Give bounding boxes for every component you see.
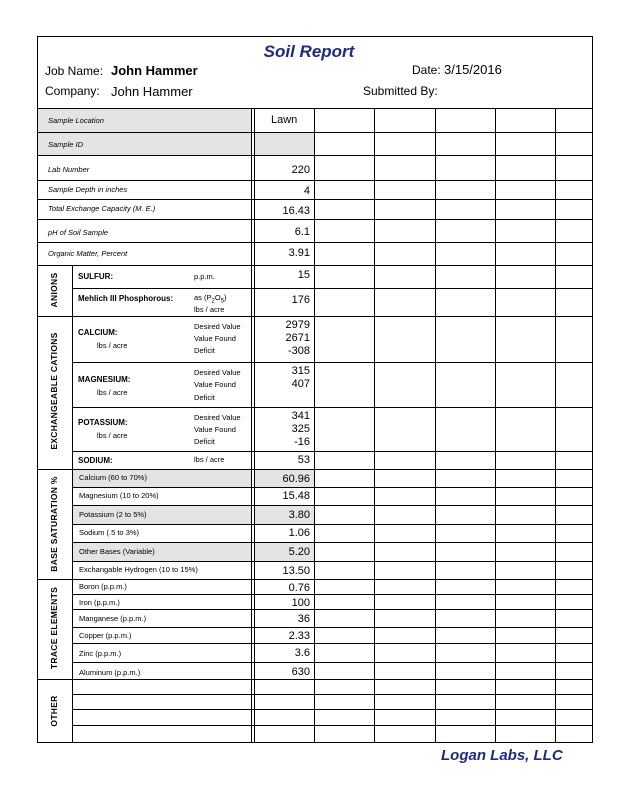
sample-location-label: Sample Location	[48, 116, 104, 125]
rule	[37, 155, 593, 156]
rule	[37, 242, 593, 243]
trace-elements-section-label: TRACE ELEMENTS	[49, 586, 59, 670]
other-section-label: OTHER	[49, 695, 59, 727]
phosphorous-unit: as $(P_2O_5)$	[194, 293, 227, 305]
rule	[37, 265, 593, 266]
sodium-value: 53	[297, 454, 310, 466]
report-title: Soil Report	[263, 42, 355, 61]
calcium-label: CALCIUM:	[78, 328, 118, 337]
potassium-deficit: -16	[294, 436, 310, 448]
rule	[72, 288, 593, 289]
magnesium-found-label: Value Found	[194, 380, 236, 389]
potassium-desired-label: Desired Value	[194, 413, 241, 422]
sodium-unit: lbs / acre	[194, 455, 225, 464]
trace-value: 630	[291, 666, 310, 678]
col-rule	[72, 265, 73, 743]
trace-label: Manganese (p.p.m.)	[79, 614, 147, 623]
rule	[72, 451, 593, 452]
magnesium-lbs: lbs / acre	[97, 388, 128, 397]
rule	[72, 609, 593, 610]
rule	[37, 132, 593, 133]
calcium-found-label: Value Found	[194, 334, 236, 343]
bs-label: Potassium (2 to 5%)	[79, 510, 147, 519]
calcium-deficit-label: Deficit	[194, 346, 215, 355]
bs-value: 3.80	[288, 509, 310, 521]
magnesium-deficit-label: Deficit	[194, 393, 215, 402]
col-rule	[435, 108, 436, 743]
bs-label: Magnesium (10 to 20%)	[79, 491, 159, 500]
rule	[37, 316, 593, 317]
bs-label: Other Bases (Variable)	[79, 547, 155, 556]
lab-number-label: Lab Number	[48, 165, 90, 174]
phosphorous-unit-lbs: lbs / acre	[194, 305, 225, 314]
magnesium-found: 407	[291, 378, 310, 390]
sample-location-value: Lawn	[271, 114, 298, 126]
bs-label: Exchangable Hydrogen (10 to 15%)	[79, 565, 198, 574]
sulfur-value: 15	[297, 269, 310, 281]
rule	[72, 627, 593, 628]
sulfur-unit: p.p.m.	[194, 272, 215, 281]
rule	[72, 487, 593, 488]
rule	[72, 694, 593, 695]
sodium-label: SODIUM:	[78, 456, 113, 465]
potassium-label: POTASSIUM:	[78, 418, 128, 427]
rule	[72, 362, 593, 363]
rule	[72, 561, 593, 562]
calcium-desired-label: Desired Value	[194, 322, 241, 331]
rule	[37, 579, 593, 580]
calcium-found: 2671	[285, 332, 310, 344]
company-label: Company:	[45, 84, 100, 98]
job-name-label: Job Name:	[45, 64, 104, 78]
trace-value: 36	[297, 613, 310, 625]
potassium-deficit-label: Deficit	[194, 437, 215, 446]
rule	[37, 469, 593, 470]
lab-number-value: 220	[291, 164, 310, 176]
rule	[72, 662, 593, 663]
organic-matter-label: Organic Matter, Percent	[48, 249, 128, 258]
rule	[72, 594, 593, 595]
col-rule	[374, 108, 375, 743]
magnesium-label: MAGNESIUM:	[78, 375, 131, 384]
trace-value: 3.6	[294, 647, 310, 659]
phosphorous-label: Mehlich III Phosphorous:	[78, 294, 174, 303]
rule	[37, 108, 593, 109]
date-label: Date:	[412, 63, 441, 77]
ph-value: 6.1	[294, 226, 310, 238]
rule	[72, 725, 593, 726]
rule	[72, 505, 593, 506]
ph-label: pH of Soil Sample	[48, 228, 109, 237]
trace-label: Boron (p.p.m.)	[79, 582, 127, 591]
calcium-lbs: lbs / acre	[97, 341, 128, 350]
bs-value: 13.50	[282, 565, 310, 577]
shade-sample-id-value	[254, 132, 314, 155]
sulfur-label: SULFUR:	[78, 272, 114, 281]
bs-label: Sodium (.5 to 3%)	[79, 528, 140, 537]
bs-value: 15.48	[282, 490, 310, 502]
anions-section-label: ANIONS	[49, 272, 59, 308]
rule	[37, 199, 593, 200]
footer-company: Logan Labs, LLC	[441, 747, 563, 764]
col-rule	[314, 108, 315, 743]
potassium-lbs: lbs / acre	[97, 431, 128, 440]
date-value: 3/15/2016	[444, 62, 502, 77]
tec-label: Total Exchange Capacity (M. E.)	[48, 204, 156, 213]
trace-label: Zinc (p.p.m.)	[79, 649, 122, 658]
submitted-by-label: Submitted By:	[363, 84, 438, 98]
bs-value: 1.06	[288, 527, 310, 539]
rule	[72, 542, 593, 543]
bs-value: 5.20	[288, 546, 310, 558]
tec-value: 16.43	[282, 205, 310, 217]
organic-matter-value: 3.91	[288, 247, 310, 259]
phosphorous-value: 176	[291, 294, 310, 306]
cations-section-label: EXCHANGEABLE CATIONS	[49, 332, 59, 450]
rule	[72, 709, 593, 710]
rule	[37, 219, 593, 220]
trace-value: 2.33	[288, 630, 310, 642]
rule	[72, 524, 593, 525]
potassium-found-label: Value Found	[194, 425, 236, 434]
magnesium-desired: 315	[291, 365, 310, 377]
trace-value: 100	[291, 597, 310, 609]
col-rule	[495, 108, 496, 743]
magnesium-desired-label: Desired Value	[194, 368, 241, 377]
sample-depth-value: 4	[303, 185, 310, 197]
bs-value: 60.96	[282, 473, 310, 485]
sample-id-label: Sample ID	[48, 140, 84, 149]
calcium-desired: 2979	[285, 319, 310, 331]
rule	[72, 643, 593, 644]
trace-label: Aluminum (p.p.m.)	[79, 668, 141, 677]
calcium-deficit: -308	[287, 345, 310, 357]
job-name-value: John Hammer	[111, 63, 198, 78]
trace-label: Iron (p.p.m.)	[79, 598, 120, 607]
trace-label: Copper (p.p.m.)	[79, 631, 132, 640]
rule	[37, 180, 593, 181]
bs-label: Calcium (60 to 70%)	[79, 473, 147, 482]
potassium-desired: 341	[291, 410, 310, 422]
base-saturation-section-label: BASE SATURATION %	[49, 476, 59, 572]
trace-value: 0.76	[288, 582, 310, 594]
sample-depth-label: Sample Depth in inches	[48, 185, 128, 194]
potassium-found: 325	[291, 423, 310, 435]
company-value: John Hammer	[111, 84, 193, 99]
rule	[72, 407, 593, 408]
col-rule	[555, 108, 556, 743]
rule	[37, 679, 593, 680]
